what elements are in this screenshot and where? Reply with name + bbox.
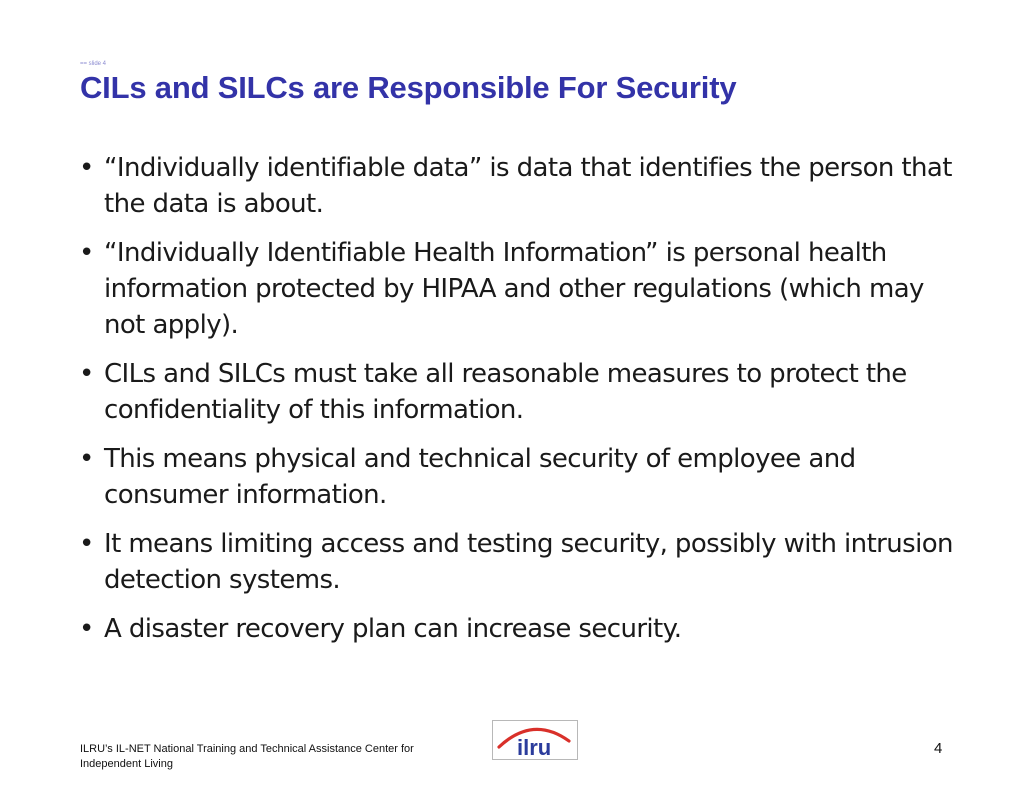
bullet-item (76, 611, 956, 647)
logo-text: ilru (517, 735, 552, 759)
bullet-text: CILs and SILCs must take all reasonable measures to protect the confidentiality of this information. (104, 359, 907, 425)
slide-title: CILs and SILCs are Responsible For Security (80, 70, 737, 105)
bullet-icon: • (79, 153, 94, 183)
page-number: 4 (934, 740, 943, 757)
bullet-item (76, 150, 956, 222)
bullet-text: “Individually Identifiable Health Information” is personal health information protected by HIPAA and other regulations (which may not apply). (104, 238, 924, 340)
bullet-item (76, 356, 956, 428)
bullet-text: It means limiting access and testing security, possibly with intrusion detection systems. (104, 529, 953, 595)
footer-organization: ILRU’s IL-NET National Training and Technical Assistance Center for Independent Living (80, 743, 414, 770)
bullet-text: A disaster recovery plan can increase security. (104, 614, 682, 644)
bullet-text: “Individually identifiable data” is data that identifies the person that the data is about. (104, 153, 952, 219)
bullet-icon: • (79, 359, 94, 389)
slide-tag: == slide 4 (80, 61, 107, 67)
bullet-list (76, 150, 956, 660)
ilru-logo-icon (492, 720, 578, 760)
bullet-icon: • (79, 238, 94, 268)
bullet-item (76, 526, 956, 598)
bullet-item (76, 441, 956, 513)
bullet-item (76, 235, 956, 343)
bullet-icon: • (79, 529, 94, 559)
bullet-icon: • (79, 614, 94, 644)
bullet-icon: • (79, 444, 94, 474)
bullet-text: This means physical and technical security of employee and consumer information. (104, 444, 856, 510)
logo-graphic (493, 721, 577, 759)
